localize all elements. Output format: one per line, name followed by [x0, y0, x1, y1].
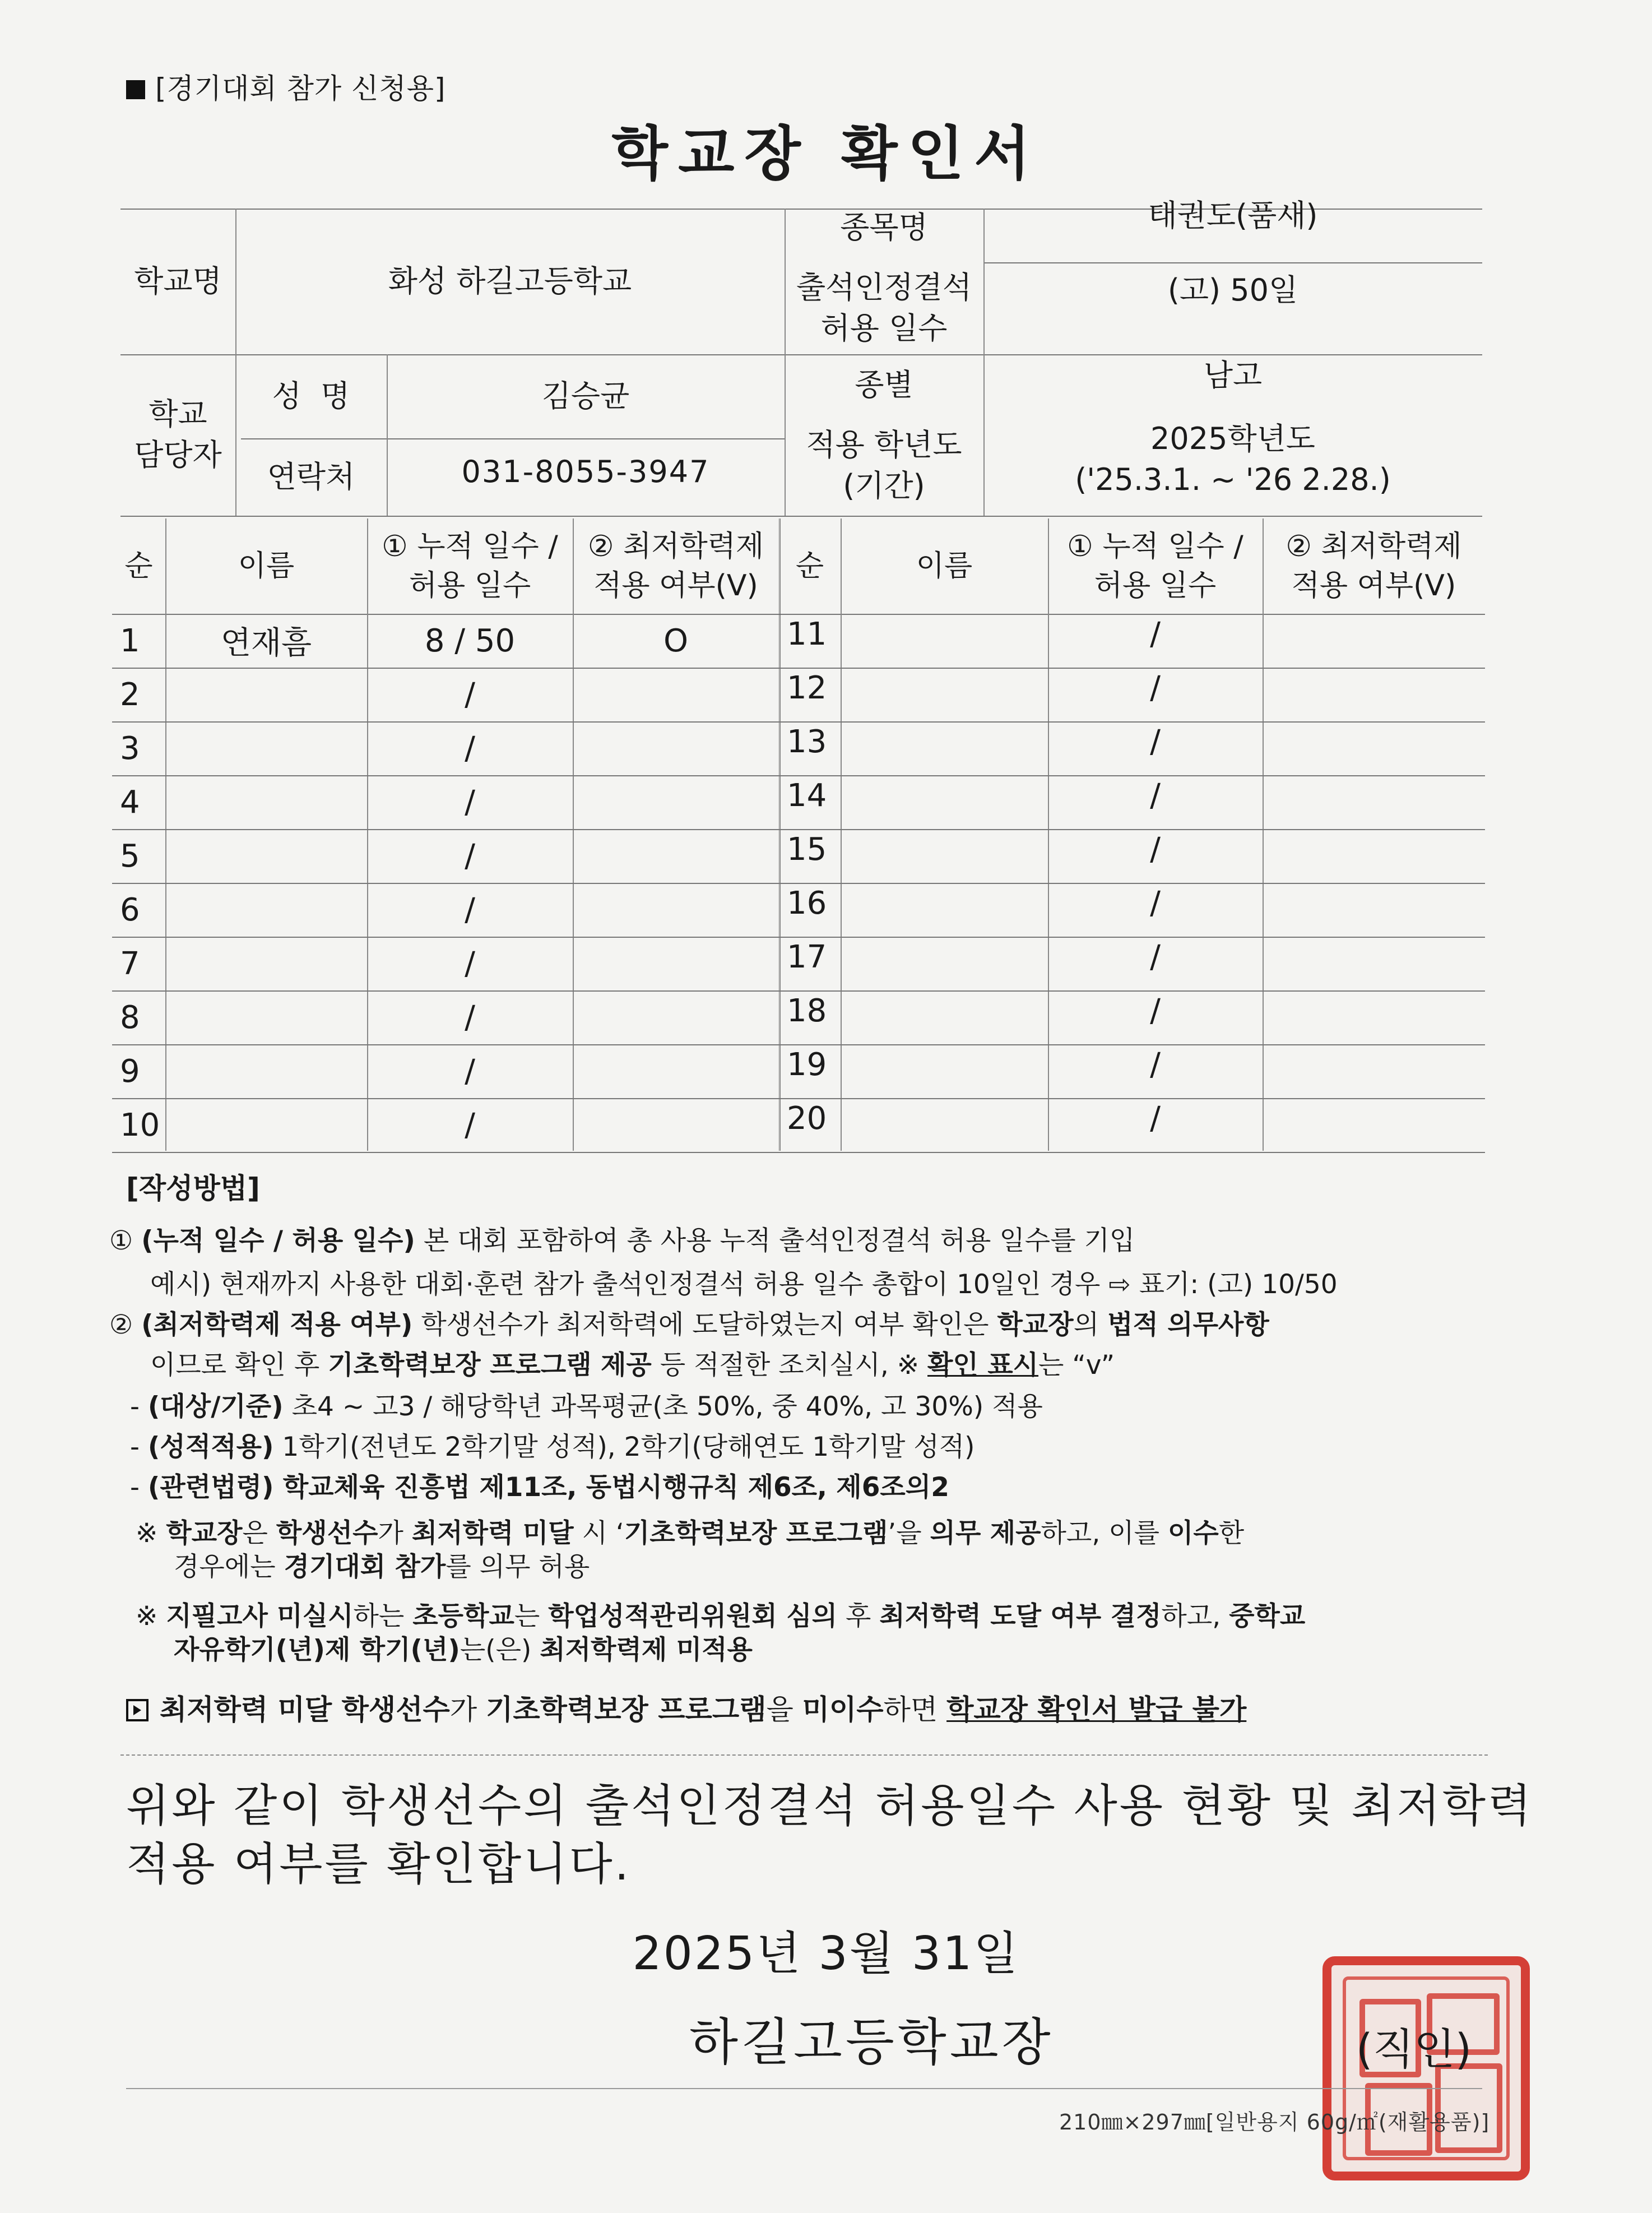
- student-name: [841, 715, 1048, 768]
- student-name: [841, 768, 1048, 822]
- row-number: 14: [787, 777, 827, 814]
- allowed-days-label: 출석인정결석 허용 일수: [796, 270, 972, 346]
- manager-name-value: 김승균: [541, 378, 630, 414]
- days-used: /: [465, 945, 475, 982]
- days-used: /: [465, 837, 475, 874]
- col-header-min-score: ② 최저학력제 적용 여부(V): [1286, 529, 1462, 603]
- row-number: 7: [120, 945, 140, 982]
- row-number: 5: [120, 837, 140, 874]
- min-score-check: [573, 668, 779, 721]
- school-year-label: 적용 학년도 (기간): [806, 427, 962, 503]
- manager-name-label: 성 명: [272, 378, 350, 414]
- student-name: [165, 829, 367, 883]
- event-label: 종목명: [840, 210, 928, 246]
- student-name: 연재흠: [220, 625, 312, 661]
- min-score-check: [1263, 661, 1485, 715]
- min-score-check: [573, 883, 779, 937]
- days-used: /: [1150, 992, 1161, 1029]
- confirmation-text: 위와 같이 학생선수의 출석인정결석 허용일수 사용 현황 및 최저학력 적용 여부를 확인합니다.: [126, 1780, 1534, 1890]
- row-number: 4: [120, 784, 140, 821]
- school-manager-label: 학교 담당자: [134, 396, 222, 473]
- min-score-check: [1263, 715, 1485, 768]
- days-used: /: [1150, 615, 1161, 652]
- days-used: /: [1150, 1100, 1161, 1137]
- student-name: [165, 937, 367, 990]
- row-number: 16: [787, 885, 827, 922]
- instructions-title: [작성방법]: [126, 1172, 260, 1205]
- row-number: 9: [120, 1053, 140, 1090]
- instruction-line: 예시) 현재까지 사용한 대회·훈련 참가 출석인정결석 허용 일수 총합이 10일인 경우 ⇨ 표기: (고) 10/50: [150, 1269, 1338, 1300]
- divider: [126, 2088, 1482, 2089]
- student-name: [841, 984, 1048, 1038]
- days-used: /: [1150, 669, 1161, 706]
- days-used: /: [465, 784, 475, 821]
- student-name: [841, 661, 1048, 715]
- student-name: [841, 930, 1048, 984]
- instruction-line: ※ 학교장은 학생선수가 최저학력 미달 시 ‘기초학력보장 프로그램’을 의무 제공하고, 이를 이수한: [136, 1518, 1245, 1549]
- row-number: 12: [787, 669, 827, 706]
- student-name: [165, 1044, 367, 1098]
- min-score-check: [1263, 822, 1485, 876]
- min-score-check: [573, 990, 779, 1044]
- header-note: [경기대회 참가 신청용]: [126, 66, 446, 107]
- col-header-min-score: ② 최저학력제 적용 여부(V): [587, 529, 764, 603]
- min-score-check: [1263, 984, 1485, 1038]
- days-used: /: [465, 676, 475, 713]
- student-name: [165, 1098, 367, 1152]
- row-number: 2: [120, 676, 140, 713]
- days-used: /: [1150, 1046, 1161, 1083]
- min-score-check: [573, 1044, 779, 1098]
- min-score-check: [1263, 930, 1485, 984]
- instruction-line: - (대상/기준) 초4 ~ 고3 / 해당학년 과목평균(초 50%, 중 40%, 고 30%) 적용: [130, 1391, 1043, 1422]
- school-year-value: 2025학년도 ('25.3.1. ~ '26 2.28.): [1075, 421, 1391, 497]
- student-name: [841, 876, 1048, 930]
- days-used: /: [465, 730, 475, 767]
- paper-spec: 210㎜×297㎜[일반용지 60g/㎡(재활용품)]: [1059, 2110, 1490, 2135]
- row-number: 8: [120, 999, 140, 1036]
- event-value: 태권도(품새): [1148, 197, 1318, 233]
- days-used: /: [1150, 938, 1161, 975]
- col-header-name: 이름: [238, 549, 295, 583]
- student-name: [841, 822, 1048, 876]
- min-score-check: [1263, 876, 1485, 930]
- row-number: 10: [120, 1106, 160, 1143]
- student-name: [165, 775, 367, 829]
- days-used: /: [465, 1106, 475, 1143]
- min-score-check: [573, 775, 779, 829]
- min-score-check: [573, 829, 779, 883]
- row-number: 20: [787, 1100, 827, 1137]
- min-score-check: [1263, 1091, 1485, 1145]
- col-header-no: 순: [795, 549, 824, 583]
- instruction-line: 이므로 확인 후 기초학력보장 프로그램 제공 등 적절한 조치실시, ※ 확인 표시는 “v”: [150, 1350, 1115, 1381]
- days-used: /: [465, 891, 475, 928]
- student-name: [165, 883, 367, 937]
- min-score-check: [1263, 607, 1485, 661]
- issue-date: 2025년 3월 31일: [632, 1927, 1020, 1980]
- col-header-days: ① 누적 일수 / 허용 일수: [382, 529, 558, 603]
- row-number: 6: [120, 891, 140, 928]
- divider: [120, 1754, 1488, 1756]
- student-name: [841, 1091, 1048, 1145]
- instruction-line: 경우에는 경기대회 참가를 의무 허용: [174, 1552, 590, 1582]
- row-number: 11: [787, 615, 827, 652]
- student-name: [165, 721, 367, 775]
- row-number: 15: [787, 831, 827, 868]
- final-notice: 최저학력 미달 학생선수가 기초학력보장 프로그램을 미이수하면 학교장 확인서 발급 불가: [126, 1687, 1246, 1728]
- student-name: [841, 607, 1048, 661]
- student-name: [165, 990, 367, 1044]
- days-used: /: [1150, 777, 1161, 814]
- col-header-no: 순: [124, 549, 153, 583]
- contact-label: 연락처: [267, 459, 355, 494]
- min-score-check: O: [663, 622, 689, 659]
- school-name-value: 화성 하길고등학교: [388, 263, 632, 299]
- row-number: 19: [787, 1046, 827, 1083]
- col-header-days: ① 누적 일수 / 허용 일수: [1067, 529, 1243, 603]
- type-value: 남고: [1203, 357, 1263, 393]
- row-number: 13: [787, 723, 827, 760]
- col-header-name: 이름: [916, 549, 973, 583]
- school-name-label: 학교명: [134, 263, 222, 299]
- document-title: 학교장 확인서: [611, 119, 1041, 188]
- instruction-line: ① (누적 일수 / 허용 일수) 본 대회 포함하여 총 사용 누적 출석인정결석 허용 일수를 기입: [109, 1225, 1135, 1256]
- table-border: [120, 516, 1482, 517]
- seal-label: (직인): [1356, 2024, 1472, 2074]
- allowed-days-value: (고) 50일: [1167, 272, 1298, 308]
- row-number: 3: [120, 730, 140, 767]
- min-score-check: [573, 937, 779, 990]
- days-used: /: [1150, 885, 1161, 922]
- student-name: [165, 668, 367, 721]
- table-row-border: [112, 1152, 1485, 1153]
- row-number: 18: [787, 992, 827, 1029]
- days-used: /: [1150, 831, 1161, 868]
- principal-name: 하길고등학교장: [689, 2013, 1054, 2072]
- instruction-line: - (성적적용) 1학기(전년도 2학기말 성적), 2학기(당해연도 1학기말 성적): [130, 1432, 975, 1462]
- days-used: /: [1150, 723, 1161, 760]
- square-bullet-icon: [126, 80, 145, 99]
- min-score-check: [573, 721, 779, 775]
- min-score-check: [573, 1098, 779, 1152]
- row-number: 1: [120, 622, 140, 659]
- instruction-line: ※ 지필고사 미실시하는 초등학교는 학업성적관리위원회 심의 후 최저학력 도달 여부 결정하고, 중학교: [136, 1601, 1306, 1632]
- days-used: /: [465, 1053, 475, 1090]
- arrow-box-icon: [126, 1699, 149, 1721]
- min-score-check: [1263, 1038, 1485, 1091]
- instruction-line: 자유학기(년)제 학기(년)는(은) 최저학력제 미적용: [174, 1635, 753, 1665]
- days-used: 8 / 50: [424, 622, 516, 659]
- student-name: [841, 1038, 1048, 1091]
- instruction-line: - (관련법령) 학교체육 진흥법 제11조, 동법시행규칙 제6조, 제6조의2: [130, 1472, 949, 1503]
- type-label: 종별: [855, 367, 913, 402]
- row-number: 17: [787, 938, 827, 975]
- min-score-check: [1263, 768, 1485, 822]
- contact-value: 031-8055-3947: [461, 453, 710, 489]
- instruction-line: ② (최저학력제 적용 여부) 학생선수가 최저학력에 도달하였는지 여부 확인은 학교장의 법적 의무사항: [109, 1309, 1269, 1340]
- days-used: /: [465, 999, 475, 1036]
